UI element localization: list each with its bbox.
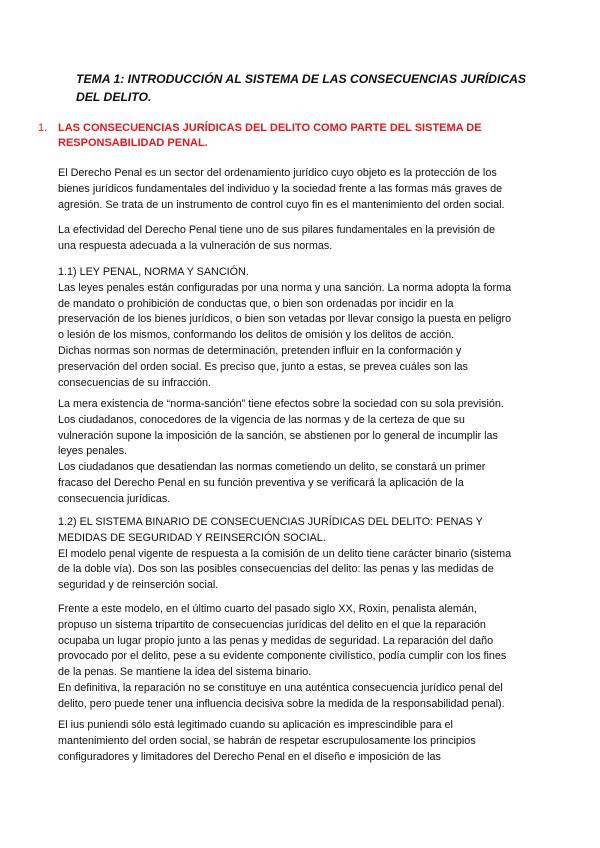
text-line: La efectividad del Derecho Penal tiene uno de sus pilares fundamentales en la previsión de xyxy=(58,224,495,236)
paragraph-sistema-binario xyxy=(58,515,528,594)
text-line: vulneración supone la imposición de la sanción, se abstienen por lo general de incumplir las xyxy=(58,429,498,442)
text-line: de la penas. Se mantiene la idea del sistema binario. xyxy=(58,666,312,679)
text-line: agresión. Se trata de un instrumento de control cuyo fin es el mantenimiento del orden social. xyxy=(58,198,505,211)
text-line: de la doble vía). Dos son las posibles consecuencias del delito: las penas y las medidas de xyxy=(58,563,494,576)
subsection-heading: 1.1) LEY PENAL, NORMA Y SANCIÓN. xyxy=(58,266,249,278)
text-line: bienes jurídicos fundamentales del individuo y la sociedad frente a las formas más graves de xyxy=(58,182,503,195)
subsection-heading: 1.2) EL SISTEMA BINARIO DE CONSECUENCIAS JURÍDICAS DEL DELITO: PENAS Y xyxy=(58,516,483,528)
text-line: Los ciudadanos, conocedores de la vigencia de las normas y de la certeza de que su xyxy=(58,413,465,426)
paragraph-ius-puniendi xyxy=(58,718,528,765)
text-line: Los ciudadanos que desatiendan las normas cometiendo un delito, se constará un primer xyxy=(58,461,486,474)
text-line: El ius puniendi sólo está legitimado cuando su aplicación es imprescindible para el xyxy=(58,719,453,731)
text-line: ocupaba un lugar propio junto a las penas y medidas de seguridad. La reparación del daño xyxy=(58,634,494,647)
text-line: Las leyes penales están configuradas por una norma y una sanción. La norma adopta la forma xyxy=(58,281,512,294)
text-line: o lesión de los mismos, conformando los delitos de omisión y los delitos de acción. xyxy=(58,329,455,342)
paragraph-ley-penal xyxy=(58,265,528,391)
text-line: configuradores y limitadores del Derecho Penal en el diseño e imposición de las xyxy=(58,750,441,763)
paragraph-efectividad xyxy=(58,223,528,255)
text-line: consecuencia jurídicas. xyxy=(58,492,171,505)
section-heading-line: LAS CONSECUENCIAS JURÍDICAS DEL DELITO COMO PARTE DEL SISTEMA DE xyxy=(58,122,482,134)
text-line: fracaso del Derecho Penal en su función preventiva y se verificará la aplicación de la xyxy=(58,476,464,489)
section-heading-line: RESPONSABILIDAD PENAL. xyxy=(58,137,208,149)
document-title: TEMA 1: INTRODUCCIÓN AL SISTEMA DE LAS CONSECUENCIAS JURÍDICAS DEL DELITO. xyxy=(76,72,527,104)
text-line: Frente a este modelo, en el último cuarto del pasado siglo XX, Roxin, penalista alemán, xyxy=(58,603,477,615)
text-line: propuso un sistema tripartito de consecuencias jurídicas del delito en el que la reparación xyxy=(58,618,486,631)
text-line: preservación de los bienes jurídicos, o bien son vetadas por llevar consigo la puesta en peligro xyxy=(58,313,512,326)
text-line: seguridad y de reinserción social. xyxy=(58,579,219,592)
text-line: consecuencias de su infracción. xyxy=(58,376,212,389)
text-line: de mandato o prohibición de conductas que, o bien son ordenadas por incidir en la xyxy=(58,297,454,310)
section-heading xyxy=(58,121,538,151)
text-line: una respuesta adecuada a la vulneración de sus normas. xyxy=(58,239,333,252)
text-line: delito, pero puede tener una influencia decisiva sobre la medida de la responsabilidad penal). xyxy=(58,697,505,710)
text-line: Dichas normas son normas de determinación, pretenden influir en la conformación y xyxy=(58,344,462,357)
text-line: En definitiva, la reparación no se constituye en una auténtica consecuencia jurídico penal del xyxy=(58,681,503,694)
text-line: leyes penales. xyxy=(58,445,128,458)
paragraph-derecho-penal xyxy=(58,166,528,213)
section-number: 1. xyxy=(38,122,48,134)
text-line: El Derecho Penal es un sector del ordenamiento jurídico cuyo objeto es la protección de los xyxy=(58,167,497,179)
subsection-heading: MEDIDAS DE SEGURIDAD Y REINSERCIÓN SOCIAL. xyxy=(58,531,326,544)
text-line: La mera existencia de “norma-sanción” tiene efectos sobre la sociedad con su sola previsión. xyxy=(58,398,504,410)
paragraph-norma-sancion xyxy=(58,397,528,508)
paragraph-roxin xyxy=(58,602,528,713)
text-line: preservación del orden social. Es preciso que, junto a estas, se prevea cuáles son las xyxy=(58,360,468,373)
text-line: mantenimiento del orden social, se habrán de respetar escrupulosamente los principios xyxy=(58,734,476,747)
text-line: El modelo penal vigente de respuesta a la comisión de un delito tiene carácter binario (sistema xyxy=(58,547,512,560)
text-line: provocado por el delito, pese a su evidente componente civilístico, podía cumplir con los fines xyxy=(58,650,507,663)
